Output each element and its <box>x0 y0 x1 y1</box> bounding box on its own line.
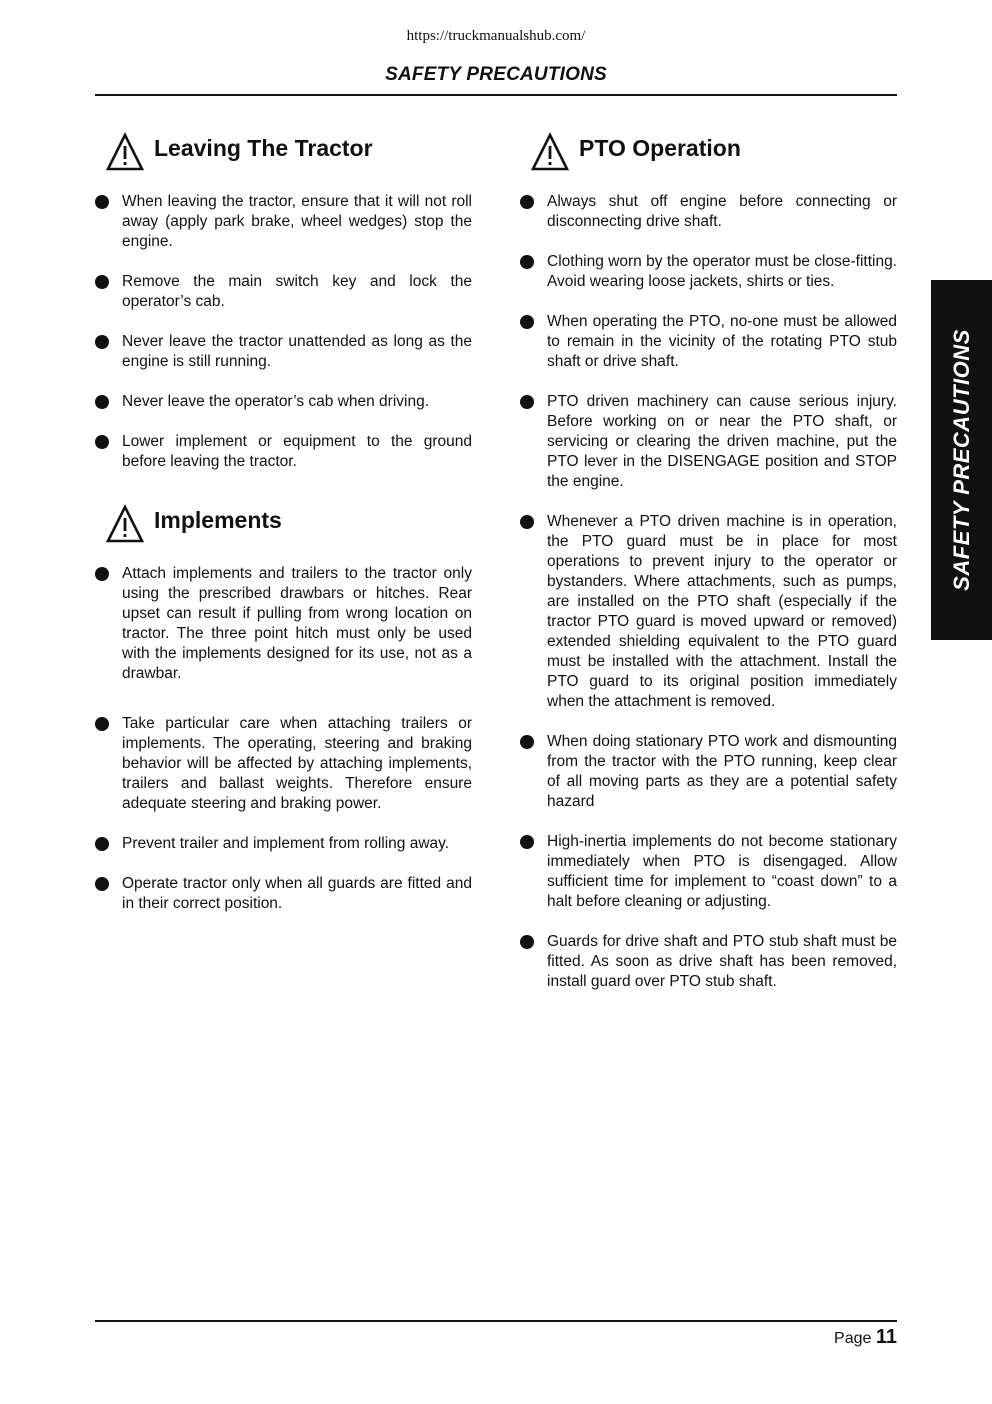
section-side-tab <box>931 280 992 640</box>
bullet-icon <box>520 395 534 409</box>
list-item: Never leave the tractor unattended as long as the engine is still running. <box>95 332 472 372</box>
bullet-icon <box>520 255 534 269</box>
list-item: Take particular care when attaching trailers or implements. The operating, steering and braking behavior will be affected by attaching implements, trailers and ballast weights. Therefore ensure adequate steering and braking power. <box>95 714 472 814</box>
implements-list <box>95 564 472 914</box>
list-item: Prevent trailer and implement from rolling away. <box>95 834 472 854</box>
header-divider <box>95 94 897 96</box>
list-item: PTO driven machinery can cause serious injury. Before working on or near the PTO shaft, or servicing or clearing the driven machine, put the PTO lever in the DISENGAGE position and STOP the engine. <box>520 392 897 492</box>
page-number-value: 11 <box>875 1326 897 1348</box>
left-column <box>95 130 472 934</box>
list-item: When leaving the tractor, ensure that it will not roll away (apply park brake, wheel wedges) stop the engine. <box>95 192 472 252</box>
warning-triangle-icon <box>105 132 145 172</box>
pto-operation-title: PTO Operation <box>579 134 741 161</box>
leaving-tractor-title: Leaving The Tractor <box>154 134 373 161</box>
list-item: Always shut off engine before connecting or disconnecting drive shaft. <box>520 192 897 232</box>
bullet-icon <box>95 837 109 851</box>
list-item: Clothing worn by the operator must be close-fitting. Avoid wearing loose jackets, shirts or ties. <box>520 252 897 292</box>
footer-divider <box>95 1320 897 1322</box>
page-number <box>834 1326 897 1349</box>
implements-heading <box>105 502 472 546</box>
bullet-icon <box>95 435 109 449</box>
list-item: Remove the main switch key and lock the operator’s cab. <box>95 272 472 312</box>
bullet-icon <box>520 515 534 529</box>
bullet-icon <box>95 195 109 209</box>
list-item: Operate tractor only when all guards are fitted and in their correct position. <box>95 874 472 914</box>
bullet-icon <box>95 717 109 731</box>
leaving-tractor-list <box>95 192 472 472</box>
bullet-icon <box>95 567 109 581</box>
source-url: https://truckmanualshub.com/ <box>406 28 586 44</box>
page-label: Page <box>834 1330 872 1347</box>
list-item: When operating the PTO, no-one must be allowed to remain in the vicinity of the rotating PTO stub shaft or drive shaft. <box>520 312 897 372</box>
list-item: Lower implement or equipment to the ground before leaving the tractor. <box>95 432 472 472</box>
bullet-icon <box>520 935 534 949</box>
bullet-icon <box>95 275 109 289</box>
warning-triangle-icon <box>105 504 145 544</box>
bullet-icon <box>95 877 109 891</box>
bullet-icon <box>95 335 109 349</box>
list-item: Guards for drive shaft and PTO stub shaft must be fitted. As soon as drive shaft has been removed, install guard over PTO stub shaft. <box>520 932 897 992</box>
bullet-icon <box>95 395 109 409</box>
list-item: When doing stationary PTO work and dismounting from the tractor with the PTO running, keep clear of all moving parts as they are a potential safety hazard <box>520 732 897 812</box>
right-column <box>520 130 897 1012</box>
bullet-icon <box>520 195 534 209</box>
leaving-tractor-heading <box>105 130 472 174</box>
bullet-icon <box>520 315 534 329</box>
side-tab-label: SAFETY PRECAUTIONS <box>948 329 974 591</box>
implements-title: Implements <box>154 506 282 533</box>
pto-operation-list <box>520 192 897 992</box>
bullet-icon <box>520 735 534 749</box>
list-item: Attach implements and trailers to the tractor only using the prescribed drawbars or hitches. Rear upset can result if pulling from wrong location on tractor. The three point hitch must only be used with the implements designed for its use, not as a drawbar. <box>95 564 472 684</box>
list-item: Whenever a PTO driven machine is in operation, the PTO guard must be in place for most operations to prevent injury to the operator or bystanders. Where attachments, such as pumps, are installed on the PTO shaft (especially if the tractor PTO guard is moved upward or removed) extended shielding equivalent to the PTO guard must be installed with the attachment. Install the PTO guard to its original position immediately when the attachment is removed. <box>520 512 897 712</box>
page-header-title: SAFETY PRECAUTIONS <box>385 64 607 85</box>
pto-operation-heading <box>530 130 897 174</box>
list-item: High-inertia implements do not become stationary immediately when PTO is disengaged. Allow sufficient time for implement to “coast down” to a halt before cleaning or adjusting. <box>520 832 897 912</box>
bullet-icon <box>520 835 534 849</box>
warning-triangle-icon <box>530 132 570 172</box>
list-item: Never leave the operator’s cab when driving. <box>95 392 472 412</box>
